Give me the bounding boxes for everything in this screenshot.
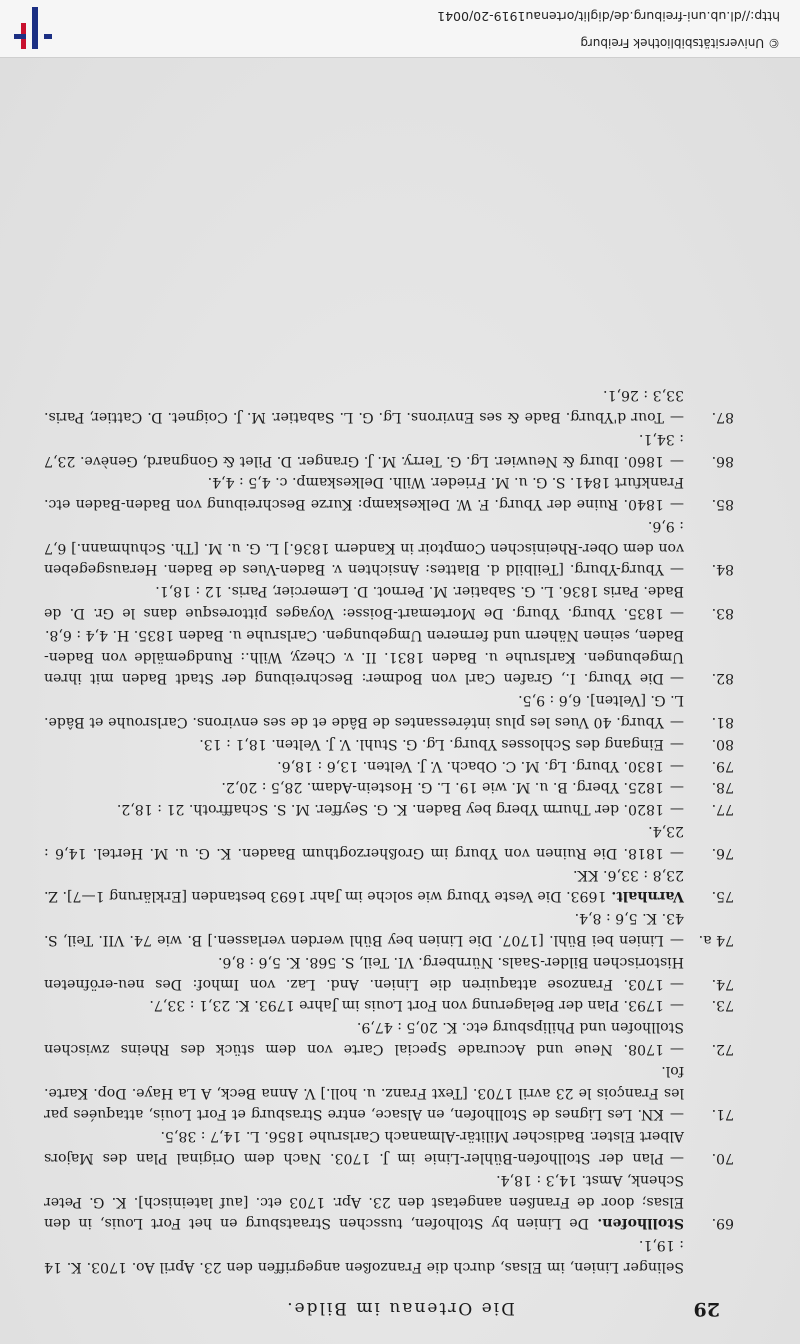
catalog-entry (44, 580, 734, 624)
catalog-entry (44, 732, 734, 754)
catalog-entry (44, 471, 734, 515)
entry-dash: — (669, 408, 684, 425)
entry-number: 75. (711, 888, 734, 905)
entry-number: 83. (711, 605, 734, 622)
viewer-footer (0, 0, 800, 58)
entry-text: De Linien by Stolhofen, tusschen Straatsburg en het Fort Louis, in den Elsas; door de Franßen aangetast den 23. Apr. 1703 etc. [auf lateinisch]. K. G. Peter Schenk, Amst. 14,3 : 18,4. (44, 1171, 684, 1232)
entry-place: Varnhalt. (606, 888, 684, 905)
catalog-entry (44, 427, 734, 471)
entry-dash: — (669, 757, 684, 774)
entry-dash: — (669, 1150, 684, 1167)
university-logo (14, 7, 52, 49)
entry-text: Eingang des Schlosses Yburg. Lg. G. Stuhl. V. J. Velten. 18,1 : 13. (199, 735, 664, 752)
scanned-page (0, 58, 800, 1344)
catalog-entry (44, 797, 734, 819)
entry-number: 69. (711, 1215, 734, 1232)
entry-dash: — (669, 605, 684, 622)
catalog-entry (44, 623, 734, 688)
entry-text: Yburg. 40 Vues les plus intéressantes de Bâde et de ses environs. Carlsrouhe et Bâde. L. G. [Velten]. 6,6 : 9,5. (44, 692, 684, 731)
entry-dash: — (669, 801, 684, 818)
source-url[interactable]: http://dl.ub.uni-freiburg.de/diglit/ortenau1919-20/0041 (437, 9, 780, 24)
entry-text: Linien bei Bühl. [1707. Die Linien bey Bühl werden verlassen.] B. wie 74. VII. Teil, S. 43. K. 5,6 : 8,4. (44, 910, 684, 949)
catalog-entries (44, 383, 734, 1233)
catalog-entry (44, 776, 734, 798)
page-header (80, 1284, 720, 1324)
entry-dash: — (669, 735, 684, 752)
catalog-entry (44, 906, 734, 950)
entry-text: Plan der Stollhofen-Bühler-Linie im J. 1703. Nach dem Original Plan des Majors Albert Elster. Badischer Militär-Almanach Carlsruhe 1856. L. 14,7 : 38,5. (44, 1128, 684, 1167)
entry-number: 79. (711, 757, 734, 774)
entry-number: 81. (711, 714, 734, 731)
entry-number: 74 a. (698, 932, 734, 949)
entry-number: 82. (711, 670, 734, 687)
entry-text: 1708. Neue und Accurade Special Carte von dem stück des Rheins zwischen Stollhofen und Philipsburg etc. K. 20,5 : 47,9. (44, 1019, 684, 1058)
catalog-entry (44, 383, 734, 427)
catalog-entry (44, 1168, 734, 1233)
entry-text: 1793. Plan der Belagerung von Fort Louis im Jahre 1793. K. 23,1 : 33,7. (149, 997, 664, 1014)
entry-number: 87. (711, 408, 734, 425)
entry-number: 77. (711, 801, 734, 818)
catalog-entry (44, 1015, 734, 1059)
entry-number: 70. (711, 1150, 734, 1167)
entry-number: 74. (711, 975, 734, 992)
entry-text: 1703. Franzose attaquiren die Linien. And. Laz. von Imhof: Des neu-eröfneten Historischen Bilder-Saals. Nürnberg. VI. Teil, S. 568. K. 5,6 : 8,6. (44, 953, 684, 992)
entry-text: Tour d'Yburg. Bade & ses Environs. Lg. G. L. Sabatier. M. J. Coignet. D. Cattier, Paris. 33,3 : 26,1. (44, 387, 684, 425)
entry-dash: — (669, 844, 684, 861)
entry-text: KN. Les Lignes de Stollhofen, en Alsace, entre Strasburg et Fort Louis, attaquées par les François le 23 avril 1703. [Text Franz. u. holl.] V. Anna Beck, A La Haye. Dop. Karte. fol. (44, 1062, 684, 1123)
entry-text: 1840. Ruine der Yburg. F. W. Delkeskamp: Kurze Beschreibung von Baden-Baden etc. Frankfurt 1841. S. G. u. M. Frieder. Wilh. Delkeskamp. c. 4,5 : 4,4. (44, 474, 684, 513)
entry-place: Stollhofen. (588, 1215, 684, 1232)
entry-text: 1820. der Thurm Yberg bey Baden. K. G. Seyffer. M. S. Schaffroth. 21 : 18,2. (116, 801, 664, 818)
entry-dash: — (669, 452, 684, 469)
entry-text: 1830. Yburg. Lg. M. C. Obach. V. J. Velten. 13,6 : 18,6. (277, 757, 664, 774)
entry-dash: — (669, 1106, 684, 1123)
catalog-entry (44, 994, 734, 1016)
entry-number: 84. (711, 561, 734, 578)
entry-text: Die Yburg. I., Grafen Carl von Bodmer: Beschreibung der Stadt Baden mit ihren Umgebungen. Karlsruhe u. Baden 1831. II. v. Chezy, Wilh.: Rundgemälde von Baden-Baden, seinen Nähern und ferneren Umgebungen. Carlsruhe u. Baden 1835. H. 4,4 : 6,8. (44, 626, 684, 687)
catalog-entry (44, 1059, 734, 1124)
entry-number: 72. (711, 1041, 734, 1058)
entry-text: 1835. Yburg. Yburg. De Mortemart-Boisse: Voyages pittoresque dans le Gr. D. de Bade. Paris 1836. L. G. Sabatier. M. Pernot. D. Lemercier, Paris. 12 : 18,1. (44, 583, 684, 622)
page-body (44, 383, 734, 1277)
catalog-entry (44, 1124, 734, 1168)
entry-dash: — (669, 932, 684, 949)
entry-number: 78. (711, 779, 734, 796)
entry-dash: — (669, 714, 684, 731)
catalog-entry (44, 819, 734, 863)
catalog-entry (44, 688, 734, 732)
catalog-entry (44, 754, 734, 776)
entry-dash: — (669, 561, 684, 578)
entry-number: 85. (711, 496, 734, 513)
catalog-entry (44, 863, 734, 907)
copyright-credit: © Universitätsbibliothek Freiburg (580, 36, 780, 50)
page-title: Die Ortenau im Bilde. (285, 1298, 515, 1318)
entry-dash: — (669, 975, 684, 992)
catalog-entry (44, 950, 734, 994)
entry-dash: — (669, 779, 684, 796)
entry-dash: — (669, 496, 684, 513)
entry-number: 71. (711, 1106, 734, 1123)
entry-number: 86. (711, 452, 734, 469)
entry-text: 1818. Die Ruinen von Yburg im Großherzogthum Baaden. K. G. u. M. Hertel. 14,6 : 23,4. (44, 823, 684, 861)
entry-dash: — (669, 1041, 684, 1058)
entry-text: Yburg-Yburg. [Teilbild d. Blattes: Ansichten v. Baden-Vues de Baden. Herausgegeben von dem Ober-Rheinischen Comptoir in Kandern 1836.] L. G. u. M. [Th. Schuhmann.] 6,7 : 9,6. (44, 517, 684, 578)
entry-number: 80. (711, 735, 734, 752)
entry-number: 73. (711, 997, 734, 1014)
entry-dash: — (669, 997, 684, 1014)
entry-text: 1693. Die Veste Yburg wie solche im Jahr 1693 bestanden [Erklärung 1—7]. Z. 23,8 : 33,6. KK. (44, 866, 684, 905)
entry-dash: — (669, 670, 684, 687)
entry-text: 1825. Yberg. B. u. M. wie 19. L. G. Hostein-Adam. 28,5 : 20,2. (221, 779, 664, 796)
catalog-entry (44, 514, 734, 579)
entry-number: 76. (711, 844, 734, 861)
page-number: 29 (693, 1298, 720, 1320)
intro-text: Selinger Linien, im Elsas, durch die Franzoßen angegriffen den 23. April Ao. 1703. K. 14 : 19,1. (44, 1237, 684, 1275)
entry-text: 1860. Iburg & Neuwier. Lg. G. Terry. M. J. Granger. D. Pilet & Gongnard, Genève. 23,7 : 34,1. (44, 430, 684, 469)
